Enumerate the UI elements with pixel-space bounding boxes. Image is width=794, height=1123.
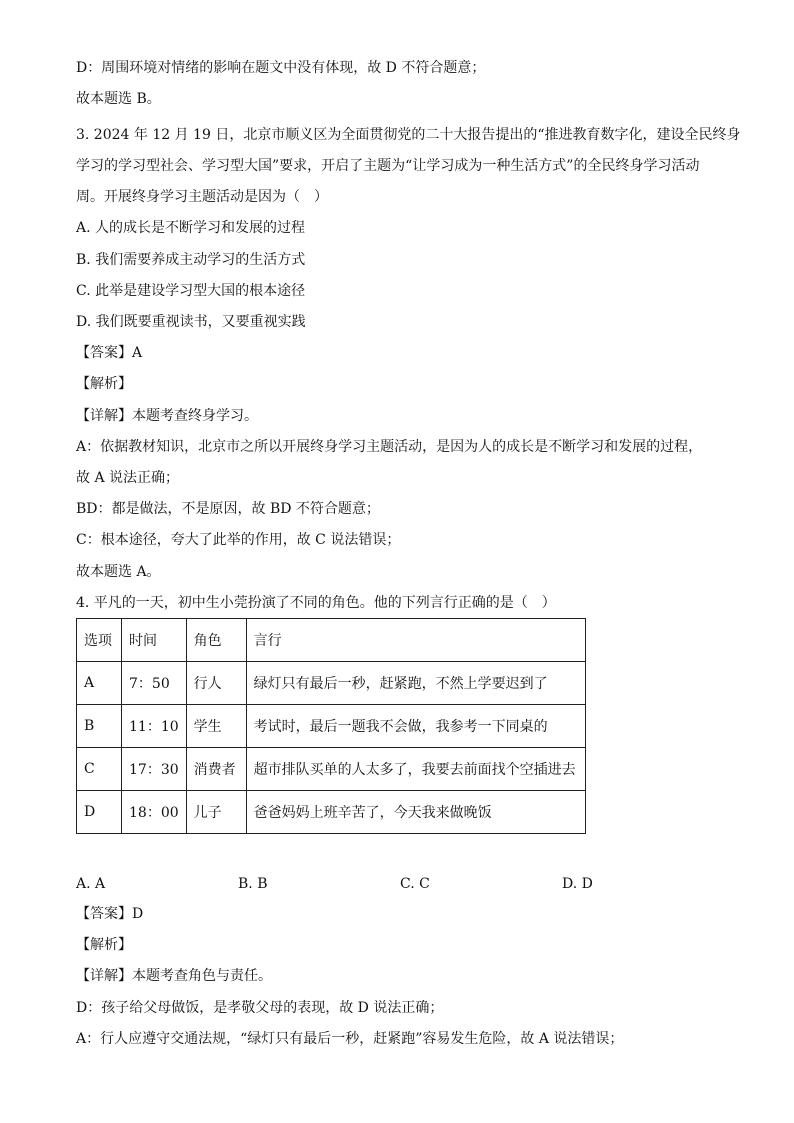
table-cell: 超市排队买单的人太多了，我要去前面找个空插进去 [246,748,585,791]
question-3-stem: 学习的学习型社会、学习型大国”要求，开启了主题为“让学习成为一种生活方式”的全民终身学习活动 [76,158,700,174]
table-row [77,705,586,748]
table-cell: 18：00 [122,791,187,834]
option-d: D. 我们既要重视读书，又要重视实践 [76,314,306,330]
table-header-row [77,619,586,662]
table-cell: B [77,705,122,748]
table-header-cell: 言行 [246,619,585,662]
answer-label: 【答案】D [76,906,144,922]
table-cell: 7：50 [122,662,187,705]
explanation-line: A：依据教材知识，北京市之所以开展终身学习主题活动，是因为人的成长是不断学习和发展的过程， [76,439,703,455]
conclusion-line: 故本题选 A。 [76,564,161,580]
explanation-line: 故 A 说法正确； [76,470,180,486]
table-cell: 考试时，最后一题我不会做，我参考一下同桌的 [246,705,585,748]
detail-label: 【详解】本题考查终身学习。 [76,408,258,424]
table-header-cell: 角色 [186,619,246,662]
table-cell: 消费者 [186,748,246,791]
explanation-line: A：行人应遵守交通法规，“绿灯只有最后一秒，赶紧跑”容易发生危险，故 A 说法错误； [76,1031,624,1047]
option-c: C. C [400,876,430,892]
table-cell: 爸爸妈妈上班辛苦了，今天我来做晚饭 [246,791,585,834]
table-cell: 儿子 [186,791,246,834]
question-4-stem: 4. 平凡的一天，初中生小莞扮演了不同的角色。他的下列言行正确的是（ ） [76,595,556,611]
explanation-line: C：根本途径，夸大了此举的作用，故 C 说法错误； [76,532,401,548]
answer-label: 【答案】A [76,345,143,361]
option-b: B. B [238,876,268,892]
text-line: D：周围环境对情绪的影响在题文中没有体现，故 D 不符合题意； [76,60,486,76]
option-a: A. A [76,876,106,892]
question-3-stem: 3. 2024 年 12 月 19 日，北京市顺义区为全面贯彻党的二十大报告提出的“推进教育数字化，建设全民终身 [76,127,741,143]
option-a: A. 人的成长是不断学习和发展的过程 [76,220,306,236]
table-cell: 行人 [186,662,246,705]
explanation-line: D：孩子给父母做饭，是孝敬父母的表现，故 D 说法正确； [76,1000,444,1016]
option-c: C. 此举是建设学习型大国的根本途径 [76,283,306,299]
detail-label: 【详解】本题考查角色与责任。 [76,968,272,984]
table-cell: 绿灯只有最后一秒，赶紧跑，不然上学要迟到了 [246,662,585,705]
table-cell: C [77,748,122,791]
table-row [77,662,586,705]
table-header-cell: 选项 [77,619,122,662]
analysis-label: 【解析】 [76,376,132,392]
table-cell: A [77,662,122,705]
table-row [77,748,586,791]
explanation-line: BD：都是做法，不是原因，故 BD 不符合题意； [76,501,380,517]
question-3-stem: 周。开展终身学习主题活动是因为（ ） [76,189,328,205]
table-cell: 11：10 [122,705,187,748]
table-cell: 学生 [186,705,246,748]
table-cell: D [77,791,122,834]
text-line: 故本题选 B。 [76,91,161,107]
option-d: D. D [562,876,593,892]
table-cell: 17：30 [122,748,187,791]
question-4-table [76,618,586,834]
table-header-cell: 时间 [122,619,187,662]
table-row [77,791,586,834]
option-b: B. 我们需要养成主动学习的生活方式 [76,252,306,268]
analysis-label: 【解析】 [76,937,132,953]
